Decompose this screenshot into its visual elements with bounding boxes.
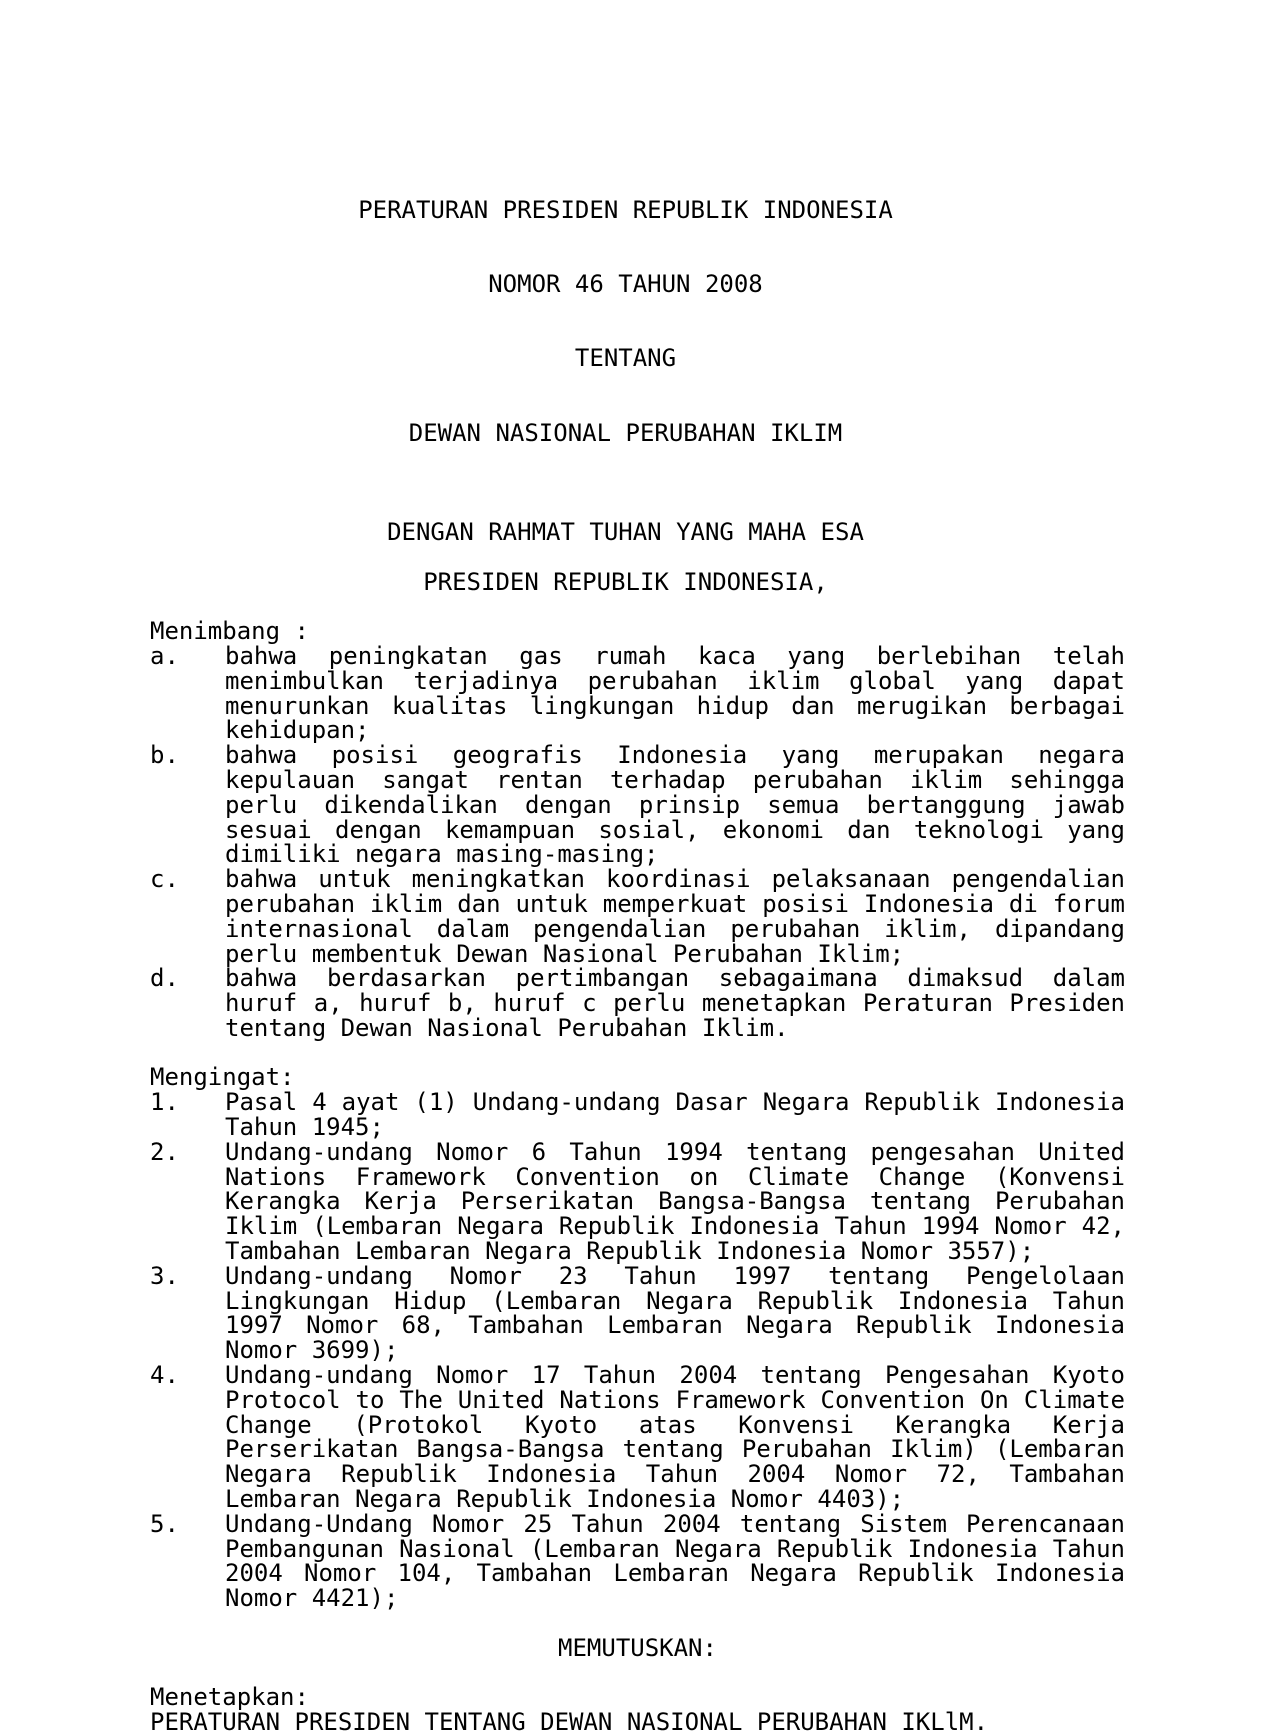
menimbang-list: [150, 641, 1125, 1042]
list-marker: 3.: [150, 1261, 179, 1290]
title-line-4: DEWAN NASIONAL PERUBAHAN IKLIM: [408, 418, 843, 447]
document-title: [138, 148, 1113, 495]
title-line-3: TENTANG: [574, 344, 677, 373]
president-heading: PRESIDEN REPUBLIK INDONESIA,: [423, 567, 828, 596]
list-marker: b.: [150, 741, 179, 770]
mengingat-label: Mengingat:: [150, 1063, 295, 1092]
list-item: [150, 1509, 1125, 1613]
title-line-2: NOMOR 46 TAHUN 2008: [488, 269, 763, 298]
list-marker: a.: [150, 641, 179, 670]
list-text: bahwa untuk meningkatkan koordinasi pelaksanaan pengendalian perubahan iklim dan untuk memperkuat posisi Indonesia di forum internasional dalam pengendalian perubahan iklim, dipandang perlu membentuk Dewan Nasional Perubahan Iklim;: [225, 865, 1125, 968]
list-marker: d.: [150, 964, 179, 993]
list-text: bahwa berdasarkan pertimbangan sebagaimana dimaksud dalam huruf a, huruf b, huruf c perlu menetapkan Peraturan Presiden tentang Dewan Nasional Perubahan Iklim.: [225, 964, 1125, 1042]
list-marker: 1.: [150, 1088, 179, 1117]
list-text: Undang-undang Nomor 23 Tahun 1997 tentang Pengelolaan Lingkungan Hidup (Lembaran Negara Republik Indonesia Tahun 1997 Nomor 68, Tambahan Lembaran Negara Republik Indonesia Nomor 3699);: [225, 1261, 1125, 1365]
menetapkan-text: PERATURAN PRESIDEN TENTANG DEWAN NASIONAL PERUBAHAN IKLlM.: [150, 1708, 989, 1736]
list-item: [150, 743, 1125, 867]
memutuskan-heading: MEMUTUSKAN:: [558, 1633, 717, 1662]
list-marker: 2.: [150, 1137, 179, 1166]
title-line-1: PERATURAN PRESIDEN REPUBLIK INDONESIA: [358, 195, 893, 224]
list-marker: 5.: [150, 1509, 179, 1538]
list-text: Undang-undang Nomor 17 Tahun 2004 tentang Pengesahan Kyoto Protocol to The United Nations Framework Convention On Climate Change (Protokol Kyoto atas Konvensi Kerangka Kerja Perserikatan Bangsa-Bangsa tentang Perubahan Iklim) (Lembaran Negara Republik Indonesia Tahun 2004 Nomor 72, Tambahan Lembaran Negara Republik Indonesia Nomor 4403);: [225, 1361, 1125, 1514]
list-item: [150, 1363, 1125, 1512]
list-item: [150, 966, 1125, 1040]
list-text: bahwa peningkatan gas rumah kaca yang berlebihan telah menimbulkan terjadinya perubahan iklim global yang dapat menurunkan kualitas lingkungan hidup dan merugikan berbagai kehidupan;: [225, 641, 1125, 745]
mengingat-list: [150, 1090, 1125, 1611]
menetapkan-label: Menetapkan:: [150, 1683, 309, 1712]
list-item: [150, 867, 1125, 966]
list-marker: c.: [150, 865, 179, 894]
list-item: [150, 1090, 1125, 1140]
list-item: [150, 641, 1125, 745]
list-item: [150, 1261, 1125, 1365]
list-marker: 4.: [150, 1361, 179, 1390]
document-page: [150, 148, 1125, 1735]
invocation: DENGAN RAHMAT TUHAN YANG MAHA ESA: [387, 517, 864, 546]
list-text: Undang-Undang Nomor 25 Tahun 2004 tentang Sistem Perencanaan Pembangunan Nasional (Lembaran Negara Republik Indonesia Tahun 2004 Nomor 104, Tambahan Lembaran Negara Republik Indonesia Nomor 4421);: [225, 1509, 1125, 1613]
list-item: [150, 1137, 1125, 1266]
list-text: Pasal 4 ayat (1) Undang-undang Dasar Negara Republik Indonesia Tahun 1945;: [225, 1088, 1125, 1142]
list-text: bahwa posisi geografis Indonesia yang merupakan negara kepulauan sangat rentan terhadap perubahan iklim sehingga perlu dikendalikan dengan prinsip semua bertanggung jawab sesuai dengan kemampuan sosial, ekonomi dan teknologi yang dimiliki negara masing-masing;: [225, 741, 1125, 869]
menimbang-label: Menimbang :: [150, 617, 309, 646]
list-text: Undang-undang Nomor 6 Tahun 1994 tentang pengesahan United Nations Framework Convention on Climate Change (Konvensi Kerangka Kerja Perserikatan Bangsa-Bangsa tentang Perubahan Iklim (Lembaran Negara Republik Indonesia Tahun 1994 Nomor 42, Tambahan Lembaran Negara Republik Indonesia Nomor 3557);: [225, 1137, 1125, 1266]
